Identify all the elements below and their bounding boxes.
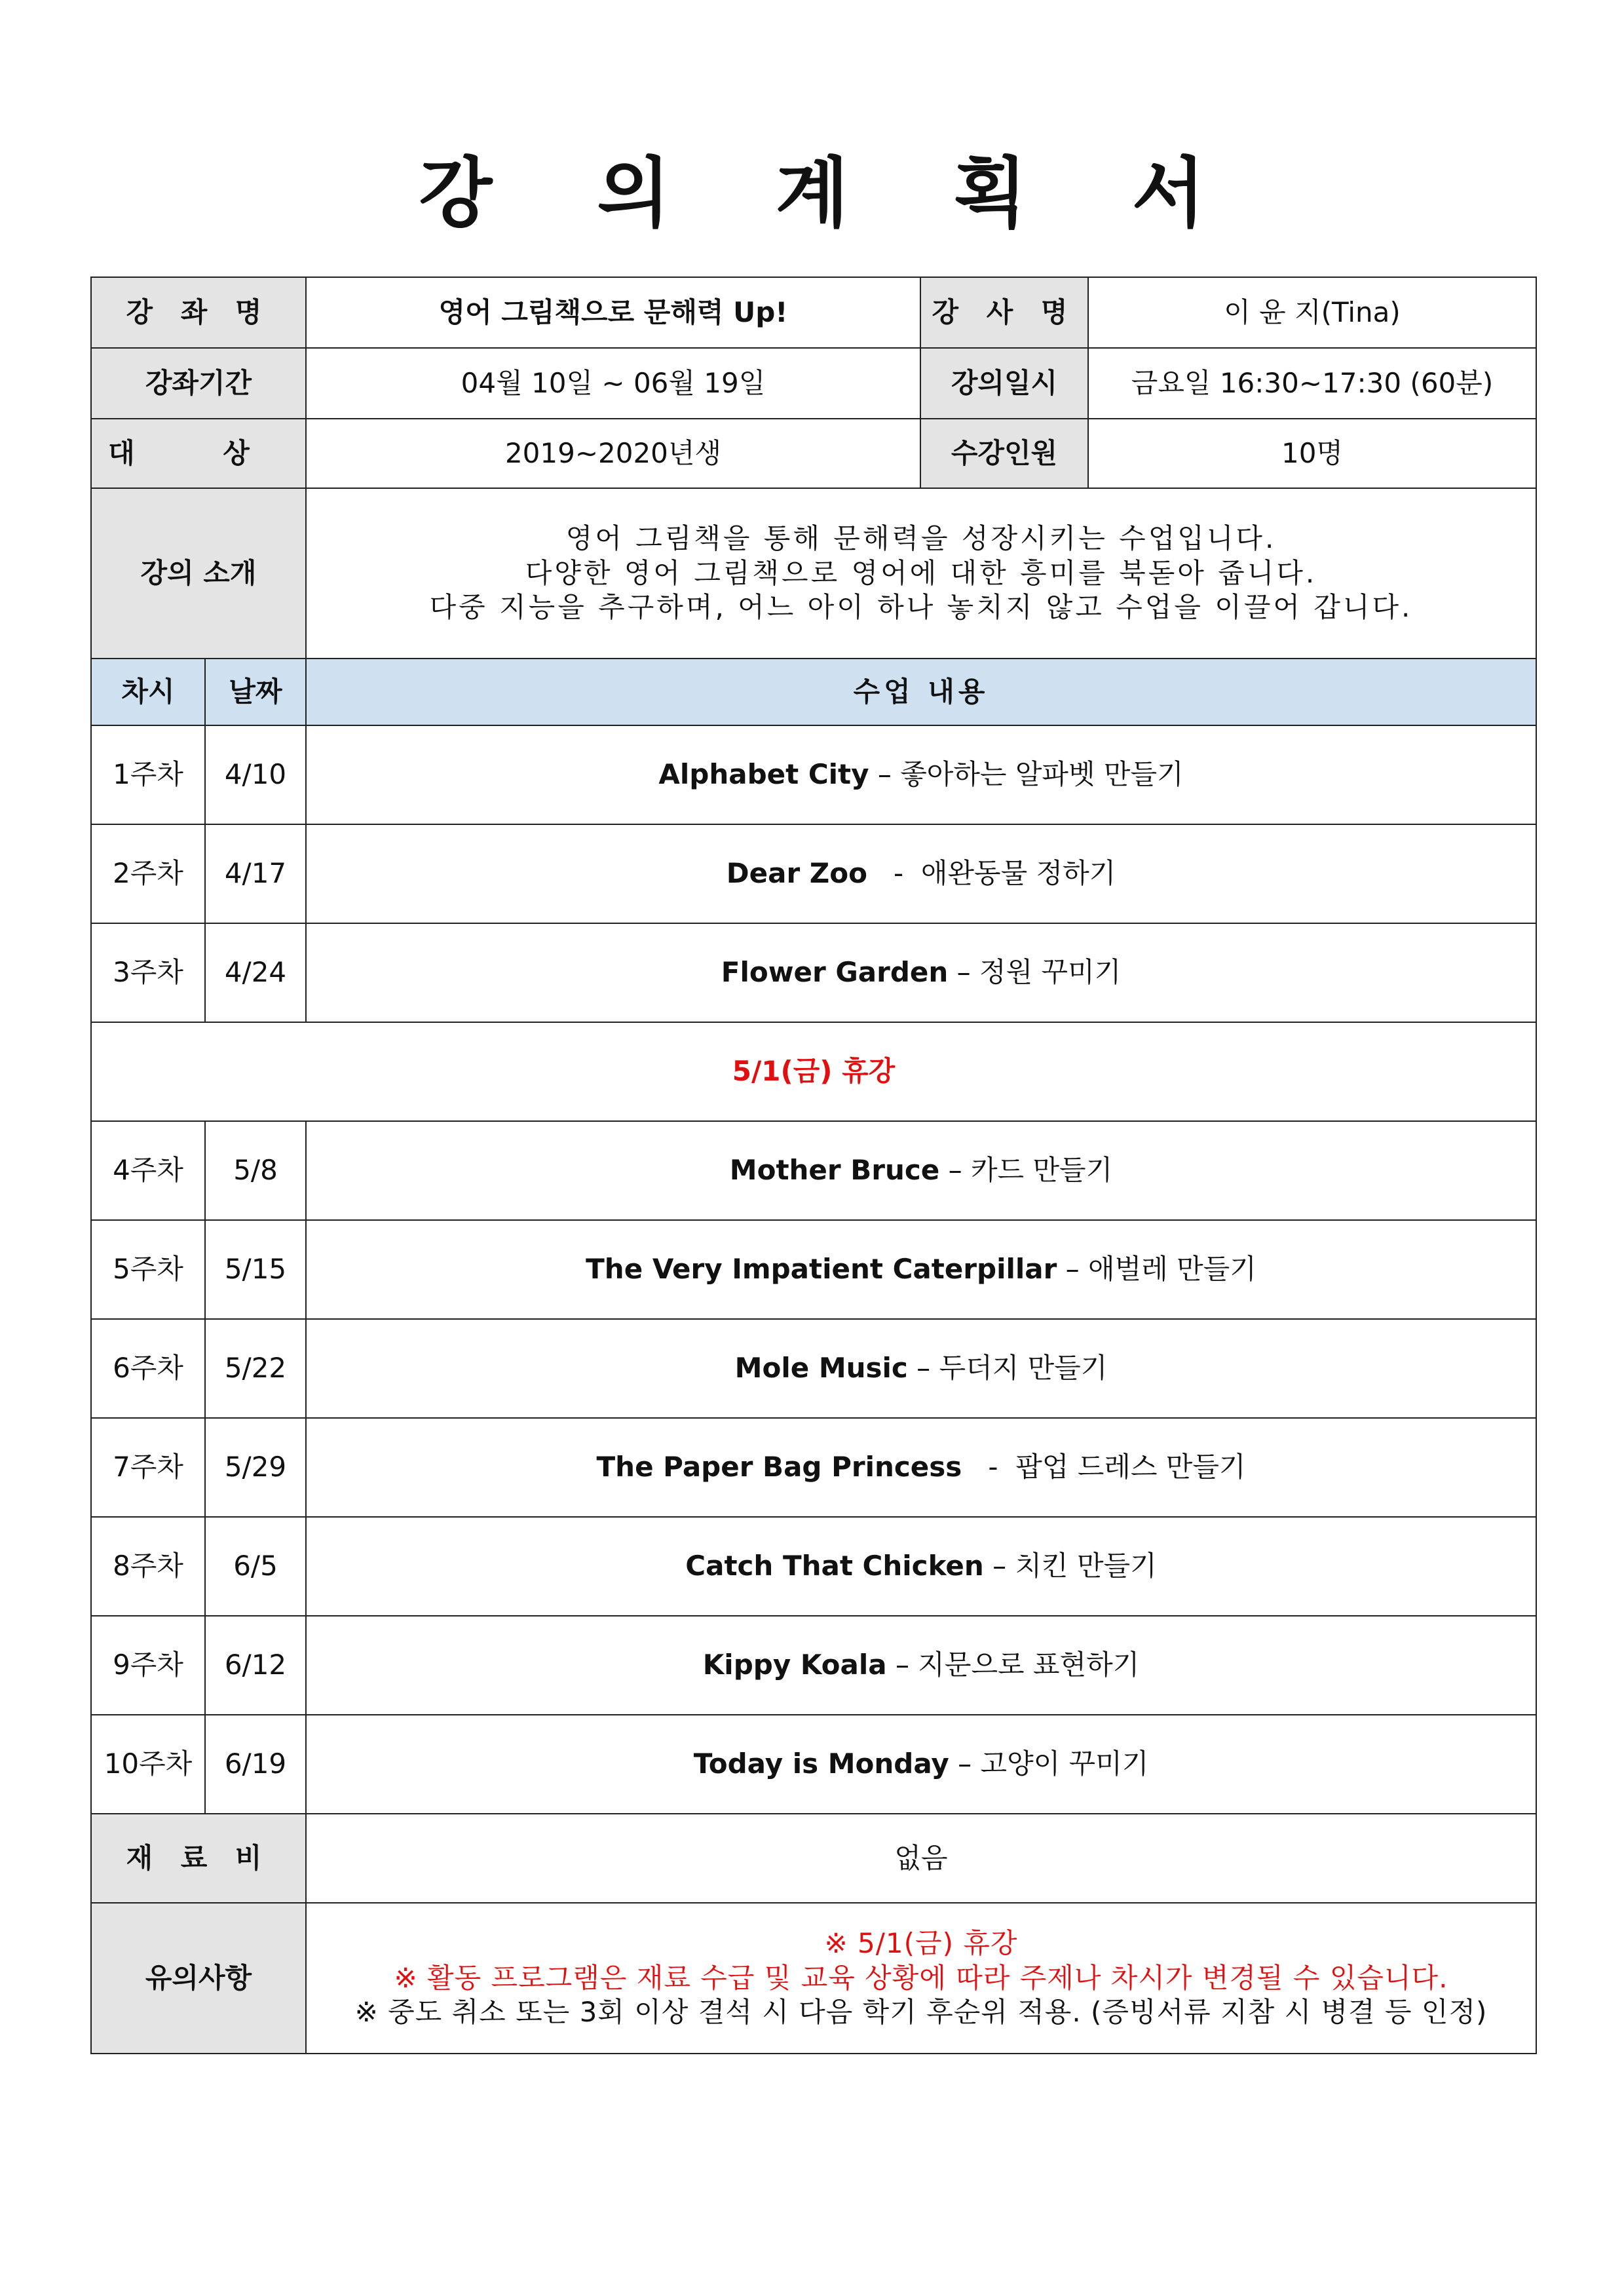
lecture-plan-table bbox=[90, 277, 1537, 2054]
session-content bbox=[306, 1715, 1536, 1814]
session-row bbox=[91, 1220, 1536, 1319]
session-week: 7주차 bbox=[91, 1418, 205, 1517]
period-label: 강좌기간 bbox=[91, 348, 306, 419]
session-row bbox=[91, 1121, 1536, 1220]
row-intro bbox=[91, 488, 1536, 659]
capacity-label: 수강인원 bbox=[920, 419, 1088, 488]
note-line: ※ 활동 프로그램은 재료 수급 및 교육 상황에 따라 주제나 차시가 변경될 수 있습니다. bbox=[394, 1961, 1448, 1994]
course-name-label: 강 좌 명 bbox=[91, 277, 306, 348]
course-name-value: 영어 그림책으로 문해력 Up! bbox=[306, 277, 920, 348]
activity: 정원 꾸미기 bbox=[979, 956, 1122, 989]
session-week: 8주차 bbox=[91, 1517, 205, 1616]
capacity-value: 10명 bbox=[1088, 419, 1536, 488]
target-label: 대 상 bbox=[91, 419, 306, 488]
session-week: 4주차 bbox=[91, 1121, 205, 1220]
session-content bbox=[306, 1517, 1536, 1616]
title-char: 의 bbox=[597, 149, 671, 238]
session-week: 1주차 bbox=[91, 725, 205, 824]
activity: 좋아하는 알파벳 만들기 bbox=[900, 758, 1184, 791]
row-target bbox=[91, 419, 1536, 488]
holiday-notice: 5/1(금) 휴강 bbox=[91, 1022, 1536, 1121]
separator: – bbox=[886, 1649, 918, 1681]
period-value: 04월 10일 ~ 06월 19일 bbox=[306, 348, 920, 419]
session-week: 9주차 bbox=[91, 1616, 205, 1715]
activity: 카드 만들기 bbox=[970, 1154, 1113, 1187]
separator: – bbox=[869, 758, 901, 791]
session-date: 4/24 bbox=[205, 923, 306, 1022]
session-date: 4/10 bbox=[205, 725, 306, 824]
materials-value: 없음 bbox=[306, 1814, 1536, 1903]
session-content bbox=[306, 725, 1536, 824]
session-content bbox=[306, 1418, 1536, 1517]
target-value: 2019~2020년생 bbox=[306, 419, 920, 488]
activity: 지문으로 표현하기 bbox=[918, 1649, 1140, 1681]
activity: 팝업 드레스 만들기 bbox=[1015, 1451, 1246, 1483]
session-week: 5주차 bbox=[91, 1220, 205, 1319]
session-content bbox=[306, 824, 1536, 923]
intro-label: 강의 소개 bbox=[91, 488, 306, 659]
book-title: Mother Bruce bbox=[729, 1154, 940, 1187]
activity: 고양이 꾸미기 bbox=[980, 1748, 1149, 1780]
separator: – bbox=[907, 1352, 939, 1385]
session-row bbox=[91, 1517, 1536, 1616]
session-date: 5/29 bbox=[205, 1418, 306, 1517]
session-date: 6/12 bbox=[205, 1616, 306, 1715]
session-row bbox=[91, 1715, 1536, 1814]
session-date: 5/22 bbox=[205, 1319, 306, 1418]
session-row bbox=[91, 1616, 1536, 1715]
book-title: Alphabet City bbox=[658, 758, 869, 791]
session-date: 6/19 bbox=[205, 1715, 306, 1814]
row-materials bbox=[91, 1814, 1536, 1903]
row-course-name bbox=[91, 277, 1536, 348]
session-row bbox=[91, 1319, 1536, 1418]
holiday-row bbox=[91, 1022, 1536, 1121]
materials-label: 재 료 비 bbox=[91, 1814, 306, 1903]
session-date: 4/17 bbox=[205, 824, 306, 923]
session-week: 10주차 bbox=[91, 1715, 205, 1814]
session-header: 차시 bbox=[91, 659, 205, 725]
session-week: 3주차 bbox=[91, 923, 205, 1022]
book-title: Today is Monday bbox=[693, 1748, 949, 1780]
instructor-label: 강 사 명 bbox=[920, 277, 1088, 348]
session-week: 2주차 bbox=[91, 824, 205, 923]
session-date: 5/8 bbox=[205, 1121, 306, 1220]
row-notes bbox=[91, 1903, 1536, 2054]
notes-label: 유의사항 bbox=[91, 1903, 306, 2054]
notes-value bbox=[306, 1903, 1536, 2054]
session-date: 5/15 bbox=[205, 1220, 306, 1319]
book-title: Catch That Chicken bbox=[685, 1550, 984, 1582]
content-header: 수업 내용 bbox=[306, 659, 1536, 725]
page-title bbox=[0, 138, 1624, 236]
session-content bbox=[306, 1319, 1536, 1418]
book-title: Kippy Koala bbox=[702, 1649, 887, 1681]
session-content bbox=[306, 923, 1536, 1022]
session-row bbox=[91, 923, 1536, 1022]
separator: – bbox=[948, 956, 980, 989]
book-title: Dear Zoo bbox=[726, 857, 867, 890]
separator: – bbox=[1057, 1253, 1089, 1286]
session-content bbox=[306, 1616, 1536, 1715]
title-char: 강 bbox=[419, 149, 493, 238]
session-content bbox=[306, 1121, 1536, 1220]
note-line: ※ 5/1(금) 휴강 bbox=[824, 1927, 1018, 1960]
activity: 애벌레 만들기 bbox=[1088, 1253, 1256, 1286]
separator: – bbox=[949, 1748, 981, 1780]
schedule-header-row bbox=[91, 659, 1536, 725]
note-line: ※ 중도 취소 또는 3회 이상 결석 시 다음 학기 후순위 적용. (증빙서류 지참 시 병결 등 인정) bbox=[354, 1996, 1488, 2029]
intro-line: 영어 그림책을 통해 문해력을 성장시키는 수업입니다. bbox=[565, 522, 1277, 555]
row-period bbox=[91, 348, 1536, 419]
intro-text bbox=[306, 488, 1536, 659]
separator: – bbox=[983, 1550, 1015, 1582]
date-header: 날짜 bbox=[205, 659, 306, 725]
session-row bbox=[91, 1418, 1536, 1517]
activity: 애완동물 정하기 bbox=[920, 857, 1116, 890]
title-char: 획 bbox=[953, 149, 1027, 238]
separator: - bbox=[962, 1451, 1016, 1483]
intro-line: 다중 지능을 추구하며, 어느 아이 하나 놓치지 않고 수업을 이끌어 갑니다. bbox=[429, 591, 1413, 624]
activity: 두더지 만들기 bbox=[939, 1352, 1108, 1385]
intro-line: 다양한 영어 그림책으로 영어에 대한 흥미를 북돋아 줍니다. bbox=[525, 556, 1317, 589]
instructor-value: 이 윤 지(Tina) bbox=[1088, 277, 1536, 348]
session-date: 6/5 bbox=[205, 1517, 306, 1616]
schedule-label: 강의일시 bbox=[920, 348, 1088, 419]
book-title: The Very Impatient Caterpillar bbox=[586, 1253, 1057, 1286]
schedule-value: 금요일 16:30~17:30 (60분) bbox=[1088, 348, 1536, 419]
book-title: The Paper Bag Princess bbox=[596, 1451, 962, 1483]
title-char: 서 bbox=[1131, 149, 1205, 238]
session-content bbox=[306, 1220, 1536, 1319]
separator: - bbox=[867, 857, 921, 890]
title-char: 계 bbox=[775, 149, 849, 238]
activity: 치킨 만들기 bbox=[1015, 1550, 1157, 1582]
session-week: 6주차 bbox=[91, 1319, 205, 1418]
book-title: Flower Garden bbox=[721, 956, 949, 989]
session-row bbox=[91, 725, 1536, 824]
book-title: Mole Music bbox=[734, 1352, 908, 1385]
separator: – bbox=[939, 1154, 971, 1187]
session-row bbox=[91, 824, 1536, 923]
